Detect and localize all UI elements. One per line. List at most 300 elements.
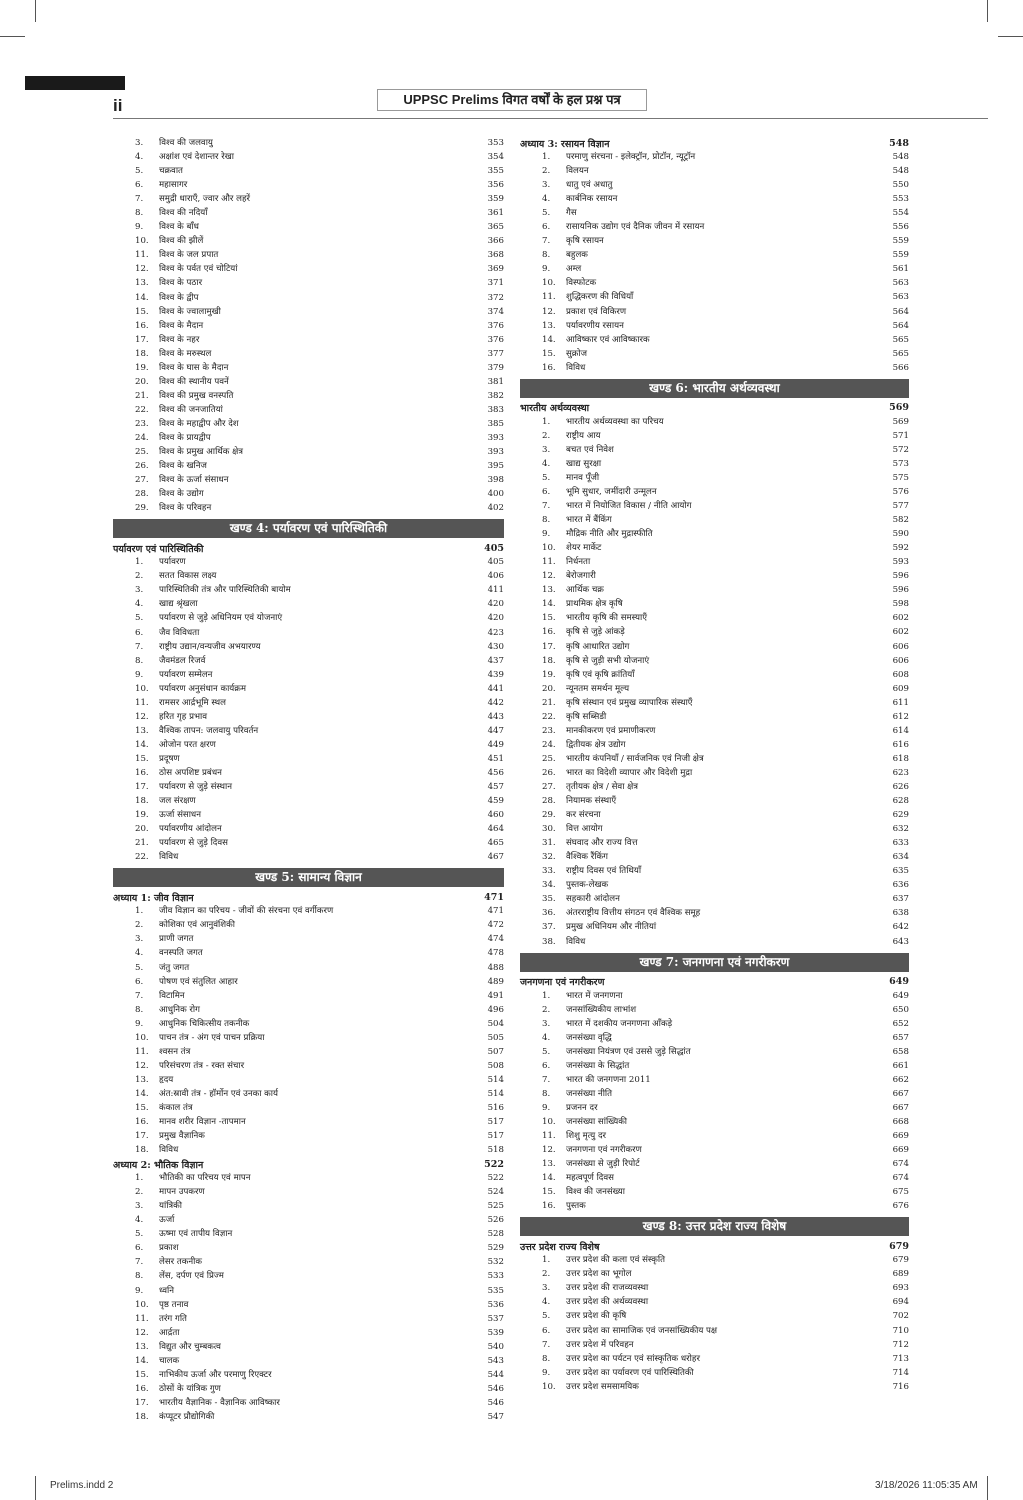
entry-title: मानकीकरण एवं प्रमाणीकरण xyxy=(566,725,656,736)
entry-number: 33. xyxy=(542,866,556,877)
entry-title: जंतु जगत xyxy=(159,962,190,973)
entry-title: बचत एवं निवेश xyxy=(566,444,614,455)
toc-entry xyxy=(520,934,909,948)
entry-title: राष्ट्रीय आय xyxy=(566,430,601,441)
entry-number: 10. xyxy=(542,543,556,554)
entry-title: जनगणना एवं नगरीकरण xyxy=(566,1145,642,1156)
toc-entry xyxy=(520,333,909,347)
entry-number: 27. xyxy=(542,781,556,792)
entry-number: 1. xyxy=(542,1255,551,1266)
entry-number: 10. xyxy=(542,1116,556,1127)
toc-entry xyxy=(520,1087,909,1101)
chapter-heading xyxy=(520,401,909,415)
toc-entry xyxy=(520,527,909,541)
entry-page: 420 xyxy=(487,599,504,610)
entry-title: पर्यावरण xyxy=(159,557,186,568)
entry-number: 19. xyxy=(135,362,149,373)
entry-title: विविध xyxy=(566,362,586,373)
entry-page: 514 xyxy=(487,1088,504,1099)
entry-title: विश्व की स्थानीय पवनें xyxy=(159,376,229,387)
toc-entry xyxy=(520,1338,909,1352)
entry-title: श्वसन तंत्र xyxy=(159,1046,191,1057)
entry-number: 4. xyxy=(135,152,144,163)
entry-title: पर्यावरण अनुसंधान कार्यक्रम xyxy=(159,683,247,694)
entry-number: 4. xyxy=(135,1215,144,1226)
entry-title: विश्व की जलवायु xyxy=(159,138,213,149)
entry-page: 539 xyxy=(487,1327,504,1338)
entry-title: रासायनिक उद्योग एवं दैनिक जीवन में रसायन xyxy=(566,222,705,233)
chapter-title: अध्याय 2: भौतिक विज्ञान xyxy=(113,1159,204,1171)
running-header: UPPSC Prelims विगत वर्षों के हल प्रश्न पत्र xyxy=(377,89,647,111)
header-black-bar xyxy=(25,76,125,90)
toc-entry xyxy=(520,485,909,499)
entry-page: 400 xyxy=(487,489,504,500)
toc-entry xyxy=(520,611,909,625)
entry-title: पोषण एवं संतुलित आहार xyxy=(159,976,238,987)
entry-title: विश्व के प्रायद्वीप xyxy=(159,433,211,443)
toc-entry xyxy=(113,808,504,822)
entry-page: 395 xyxy=(487,461,504,472)
entry-title: मानव शरीर विज्ञान -तापमान xyxy=(159,1117,246,1128)
entry-page: 524 xyxy=(487,1187,504,1198)
entry-page: 366 xyxy=(487,236,504,247)
entry-page: 441 xyxy=(487,683,504,694)
entry-number: 15. xyxy=(542,1187,556,1198)
chapter-heading xyxy=(520,1239,909,1253)
entry-title: कृषि रसायन xyxy=(566,236,604,247)
entry-number: 5. xyxy=(542,1311,551,1322)
entry-page: 638 xyxy=(892,908,909,919)
entry-page: 474 xyxy=(487,934,504,945)
entry-page: 582 xyxy=(892,515,909,526)
entry-number: 14. xyxy=(135,1355,149,1366)
entry-page: 577 xyxy=(892,501,909,512)
entry-number: 17. xyxy=(135,782,149,793)
chapter-page: 405 xyxy=(484,542,504,554)
entry-page: 382 xyxy=(487,390,504,401)
toc-entry xyxy=(113,487,504,501)
entry-page: 576 xyxy=(892,487,909,497)
toc-entry xyxy=(113,361,504,375)
entry-number: 7. xyxy=(542,501,551,512)
toc-entry xyxy=(520,429,909,443)
entry-number: 34. xyxy=(542,880,556,891)
entry-title: कृषि संस्थान एवं प्रमुख व्यापारिक संस्थाएँ xyxy=(566,697,693,708)
entry-title: आर्थिक चक्र xyxy=(566,585,604,596)
entry-page: 616 xyxy=(892,739,909,750)
toc-entry xyxy=(520,1253,909,1267)
entry-number: 38. xyxy=(542,936,556,947)
entry-number: 13. xyxy=(542,320,556,331)
toc-entry xyxy=(113,1003,504,1017)
entry-title: कृषि से जुड़े आंकड़े xyxy=(566,627,625,638)
entry-page: 489 xyxy=(487,976,504,987)
toc-entry xyxy=(113,417,504,431)
toc-entry xyxy=(520,1324,909,1338)
toc-entry xyxy=(113,136,504,150)
entry-page: 353 xyxy=(487,138,504,149)
entry-page: 548 xyxy=(892,166,909,177)
entry-number: 17. xyxy=(135,334,149,345)
entry-page: 571 xyxy=(892,430,909,441)
entry-page: 536 xyxy=(487,1299,504,1310)
toc-entry xyxy=(520,305,909,319)
entry-title: विश्व के घास के मैदान xyxy=(159,362,229,373)
entry-page: 398 xyxy=(487,475,504,486)
entry-page: 563 xyxy=(892,292,909,303)
toc-entry xyxy=(520,290,909,304)
entry-number: 18. xyxy=(135,796,149,807)
entry-title: प्रकाश xyxy=(159,1243,179,1254)
entry-title: विविध xyxy=(159,852,179,863)
entry-number: 6. xyxy=(135,1243,144,1254)
entry-page: 532 xyxy=(487,1257,504,1268)
toc-entry xyxy=(520,682,909,696)
entry-page: 713 xyxy=(892,1353,909,1364)
entry-title: मौद्रिक नीति और मुद्रास्फीति xyxy=(566,529,653,540)
toc-entry xyxy=(113,1171,504,1185)
toc-entry xyxy=(520,1295,909,1309)
entry-title: भारत में बैंकिंग xyxy=(566,515,612,526)
entry-page: 411 xyxy=(487,585,504,596)
toc-entry xyxy=(113,1031,504,1045)
entry-number: 4. xyxy=(542,1297,551,1308)
entry-title: विश्व के प्रमुख आर्थिक क्षेत्र xyxy=(159,447,244,458)
toc-entry xyxy=(113,989,504,1003)
toc-entry xyxy=(520,597,909,611)
entry-title: धातु एवं अधातु xyxy=(566,180,613,191)
entry-page: 460 xyxy=(487,810,504,821)
entry-number: 6. xyxy=(542,1325,551,1336)
entry-title: पर्यावरण से जुड़े अधिनियम एवं योजनाएं xyxy=(159,613,283,624)
toc-entry xyxy=(520,1115,909,1129)
toc-entry xyxy=(113,1382,504,1396)
entry-number: 3. xyxy=(542,1018,551,1029)
entry-number: 4. xyxy=(542,458,551,469)
entry-page: 637 xyxy=(892,894,909,905)
entry-title: नाभिकीय ऊर्जा और परमाणु रिएक्टर xyxy=(159,1369,272,1380)
toc-entry xyxy=(113,569,504,583)
toc-entry xyxy=(520,668,909,682)
toc-entry xyxy=(520,262,909,276)
entry-page: 547 xyxy=(487,1411,504,1422)
entry-title: जनसंख्या नीति xyxy=(566,1088,613,1099)
entry-page: 573 xyxy=(892,458,909,469)
entry-page: 442 xyxy=(487,697,504,708)
entry-title: विविध xyxy=(159,1145,179,1156)
toc-entry xyxy=(520,625,909,639)
toc-entry xyxy=(113,752,504,766)
entry-title: ऊर्जा xyxy=(159,1215,175,1226)
entry-title: ठोसों के यांत्रिक गुण xyxy=(159,1383,221,1394)
entry-page: 379 xyxy=(487,362,504,373)
toc-entry xyxy=(520,471,909,485)
entry-title: उत्तर प्रदेश की कला एवं संस्कृति xyxy=(566,1255,666,1266)
entry-page: 572 xyxy=(892,444,909,455)
entry-title: मानव पूँजी xyxy=(566,472,600,483)
entry-number: 12. xyxy=(135,1060,149,1071)
entry-page: 606 xyxy=(892,641,909,652)
entry-page: 546 xyxy=(487,1397,504,1408)
entry-number: 21. xyxy=(135,390,149,401)
chapter-page: 471 xyxy=(484,891,504,903)
entry-number: 6. xyxy=(135,627,144,638)
crop-mark xyxy=(0,36,25,37)
entry-number: 15. xyxy=(135,1369,149,1380)
entry-page: 507 xyxy=(487,1046,504,1057)
entry-page: 504 xyxy=(487,1018,504,1029)
toc-entry xyxy=(113,389,504,403)
toc-entry xyxy=(113,682,504,696)
entry-title: सतत विकास लक्ष्य xyxy=(159,571,217,582)
entry-title: भारतीय वैज्ञानिक - वैज्ञानिक आविष्कार xyxy=(159,1397,280,1408)
toc-entry xyxy=(520,1157,909,1171)
toc-entry xyxy=(520,724,909,738)
entry-title: प्राथमिक क्षेत्र कृषि xyxy=(566,599,623,610)
entry-page: 548 xyxy=(892,152,909,163)
entry-number: 3. xyxy=(135,585,144,596)
entry-title: खाद्य श्रृंखला xyxy=(159,599,198,610)
toc-entry xyxy=(113,206,504,220)
entry-title: कृषि से जुड़ी सभी योजनाएं xyxy=(566,655,650,666)
entry-page: 355 xyxy=(487,166,504,177)
footer-timestamp: 3/18/2026 11:05:35 AM xyxy=(875,1480,978,1491)
entry-number: 10. xyxy=(542,278,556,289)
toc-entry xyxy=(520,555,909,569)
entry-number: 12. xyxy=(542,306,556,317)
entry-page: 611 xyxy=(892,697,909,708)
entry-page: 457 xyxy=(487,782,504,793)
toc-entry xyxy=(113,960,504,974)
entry-page: 405 xyxy=(487,557,504,568)
entry-title: विश्व के महाद्वीप और देश xyxy=(159,418,239,429)
chapter-heading xyxy=(520,136,909,150)
entry-number: 2. xyxy=(135,1187,144,1198)
entry-number: 16. xyxy=(135,320,149,331)
entry-title: अक्षांश एवं देशान्तर रेखा xyxy=(159,152,234,163)
entry-title: ऊष्मा एवं तापीय विज्ञान xyxy=(159,1229,233,1240)
entry-title: परिसंचरण तंत्र - रक्त संचार xyxy=(159,1060,245,1071)
entry-number: 16. xyxy=(542,627,556,638)
entry-page: 608 xyxy=(892,669,909,680)
entry-number: 16. xyxy=(135,1383,149,1394)
toc-entry xyxy=(113,975,504,989)
entry-number: 9. xyxy=(542,264,551,275)
toc-entry xyxy=(520,1129,909,1143)
toc-entry xyxy=(113,946,504,960)
toc-entry xyxy=(113,178,504,192)
entry-title: जल संरक्षण xyxy=(159,796,196,807)
entry-page: 652 xyxy=(892,1018,909,1029)
entry-page: 612 xyxy=(892,711,909,722)
entry-number: 32. xyxy=(542,852,556,863)
toc-entry xyxy=(113,932,504,946)
entry-page: 535 xyxy=(487,1285,504,1296)
entry-page: 537 xyxy=(487,1313,504,1324)
entry-number: 1. xyxy=(135,906,144,917)
toc-entry xyxy=(520,836,909,850)
entry-title: कंकाल तंत्र xyxy=(159,1102,193,1113)
entry-page: 491 xyxy=(487,990,504,1001)
entry-page: 376 xyxy=(487,320,504,331)
entry-page: 356 xyxy=(487,180,504,191)
toc-entry xyxy=(113,597,504,611)
chapter-page: 569 xyxy=(889,402,909,414)
entry-title: वैश्विक तापन: जलवायु परिवर्तन xyxy=(159,725,259,736)
entry-number: 5. xyxy=(542,1046,551,1057)
entry-number: 1. xyxy=(542,152,551,163)
toc-entry xyxy=(520,1380,909,1394)
entry-title: शेयर मार्केट xyxy=(566,543,602,554)
entry-title: उत्तर प्रदेश की अर्थव्यवस्था xyxy=(566,1297,649,1308)
entry-page: 393 xyxy=(487,433,504,443)
entry-number: 13. xyxy=(135,1341,149,1352)
chapter-heading xyxy=(113,541,504,555)
entry-page: 465 xyxy=(487,838,504,849)
crop-mark xyxy=(998,36,1023,37)
entry-title: गैस xyxy=(566,208,577,219)
entry-number: 15. xyxy=(135,753,149,764)
entry-title: उत्तर प्रदेश समसामयिक xyxy=(566,1381,639,1392)
entry-page: 556 xyxy=(892,222,909,233)
entry-page: 602 xyxy=(892,627,909,638)
entry-page: 376 xyxy=(487,334,504,345)
toc-entry xyxy=(113,1340,504,1354)
toc-entry xyxy=(520,780,909,794)
entry-number: 37. xyxy=(542,922,556,933)
entry-number: 2. xyxy=(542,1269,551,1280)
chapter-page: 522 xyxy=(484,1158,504,1170)
entry-number: 20. xyxy=(135,376,149,387)
entry-title: पुस्तक-लेखक xyxy=(566,880,609,891)
toc-entry xyxy=(113,1227,504,1241)
toc-entry xyxy=(113,1129,504,1143)
entry-number: 4. xyxy=(135,599,144,610)
page-number: ii xyxy=(113,96,123,115)
entry-number: 35. xyxy=(542,894,556,905)
entry-page: 437 xyxy=(487,655,504,666)
entry-title: चालक xyxy=(159,1355,180,1366)
entry-number: 7. xyxy=(542,1339,551,1350)
entry-title: उत्तर प्रदेश का सामाजिक एवं जनसांख्यिकीय पक्ष xyxy=(566,1325,718,1336)
entry-title: विश्व के जल प्रपात xyxy=(159,250,219,261)
entry-title: जैव विविधता xyxy=(159,627,200,638)
entry-title: चक्रवात xyxy=(159,166,183,177)
entry-number: 2. xyxy=(542,1004,551,1015)
entry-number: 23. xyxy=(135,418,149,429)
entry-page: 710 xyxy=(892,1325,909,1336)
entry-page: 636 xyxy=(892,880,909,891)
entry-title: पुस्तक xyxy=(566,1201,586,1212)
toc-entry xyxy=(113,192,504,206)
toc-entry xyxy=(113,248,504,262)
entry-page: 478 xyxy=(487,948,504,959)
entry-number: 19. xyxy=(135,810,149,821)
section-banner: खण्ड 7: जनगणना एवं नगरीकरण xyxy=(520,953,909,972)
entry-page: 614 xyxy=(892,725,909,736)
entry-title: विश्व की जनजातियां xyxy=(159,404,223,415)
entry-page: 702 xyxy=(892,1311,909,1322)
entry-page: 590 xyxy=(892,529,909,540)
entry-number: 14. xyxy=(135,739,149,750)
entry-page: 449 xyxy=(487,739,504,750)
entry-title: पृष्ठ तनाव xyxy=(159,1299,189,1310)
entry-page: 559 xyxy=(892,236,909,247)
entry-number: 9. xyxy=(542,529,551,540)
entry-number: 8. xyxy=(542,250,551,261)
entry-number: 5. xyxy=(542,472,551,483)
chapter-page: 679 xyxy=(889,1240,909,1252)
entry-title: कार्बनिक रसायन xyxy=(566,194,618,205)
entry-number: 8. xyxy=(135,1004,144,1015)
entry-title: तृतीयक क्षेत्र / सेवा क्षेत्र xyxy=(566,781,639,792)
entry-title: उत्तर प्रदेश का पर्यटन एवं सांस्कृतिक धरोहर xyxy=(566,1353,700,1364)
entry-page: 634 xyxy=(892,852,909,863)
entry-number: 3. xyxy=(542,1283,551,1294)
chapter-title: जनगणना एवं नगरीकरण xyxy=(520,977,605,989)
toc-entry xyxy=(113,220,504,234)
toc-entry xyxy=(520,1199,909,1213)
entry-number: 12. xyxy=(542,1145,556,1156)
entry-number: 12. xyxy=(135,264,149,275)
entry-number: 18. xyxy=(135,1411,149,1422)
entry-page: 679 xyxy=(892,1255,909,1266)
entry-page: 675 xyxy=(892,1187,909,1198)
toc-entry xyxy=(113,836,504,850)
section-banner: खण्ड 6: भारतीय अर्थव्यवस्था xyxy=(520,379,909,398)
entry-number: 8. xyxy=(135,1271,144,1282)
entry-title: संघवाद और राज्य वित्त xyxy=(566,838,638,849)
entry-title: आधुनिक रोग xyxy=(159,1004,200,1015)
entry-number: 6. xyxy=(135,180,144,191)
toc-entry xyxy=(113,668,504,682)
entry-number: 9. xyxy=(135,669,144,680)
entry-number: 12. xyxy=(542,571,556,582)
toc-entry xyxy=(113,403,504,417)
entry-number: 10. xyxy=(135,1299,149,1310)
toc-entry xyxy=(113,1087,504,1101)
entry-page: 518 xyxy=(487,1145,504,1156)
toc-entry xyxy=(113,738,504,752)
entry-page: 602 xyxy=(892,613,909,624)
entry-page: 569 xyxy=(892,416,909,427)
entry-title: राष्ट्रीय उद्यान/वन्यजीव अभयारण्य xyxy=(159,641,261,652)
entry-page: 618 xyxy=(892,753,909,764)
toc-entry xyxy=(520,499,909,513)
entry-page: 472 xyxy=(487,920,504,931)
entry-page: 629 xyxy=(892,810,909,821)
entry-title: आधुनिक चिकित्सीय तकनीक xyxy=(159,1018,250,1029)
entry-title: आविष्कार एवं आविष्कारक xyxy=(566,334,650,345)
entry-number: 13. xyxy=(542,585,556,596)
entry-page: 543 xyxy=(487,1355,504,1366)
entry-title: अंतरराष्ट्रीय वित्तीय संगठन एवं वैश्विक समूह xyxy=(566,908,701,919)
toc-entry xyxy=(113,333,504,347)
toc-entry xyxy=(113,766,504,780)
entry-title: उत्तर प्रदेश का पर्यावरण एवं पारिस्थितिकी xyxy=(566,1367,694,1378)
toc-entry xyxy=(520,164,909,178)
chapter-page: 548 xyxy=(889,137,909,149)
toc-entry xyxy=(520,710,909,724)
chapter-heading xyxy=(113,1157,504,1171)
chapter-title: भारतीय अर्थव्यवस्था xyxy=(520,403,590,415)
toc-entry xyxy=(113,234,504,248)
entry-number: 11. xyxy=(542,1131,556,1142)
entry-title: प्रकाश एवं विकिरण xyxy=(566,306,627,317)
entry-page: 564 xyxy=(892,320,909,331)
entry-title: राष्ट्रीय दिवस एवं तिथियाँ xyxy=(566,866,642,877)
entry-number: 30. xyxy=(542,824,556,835)
